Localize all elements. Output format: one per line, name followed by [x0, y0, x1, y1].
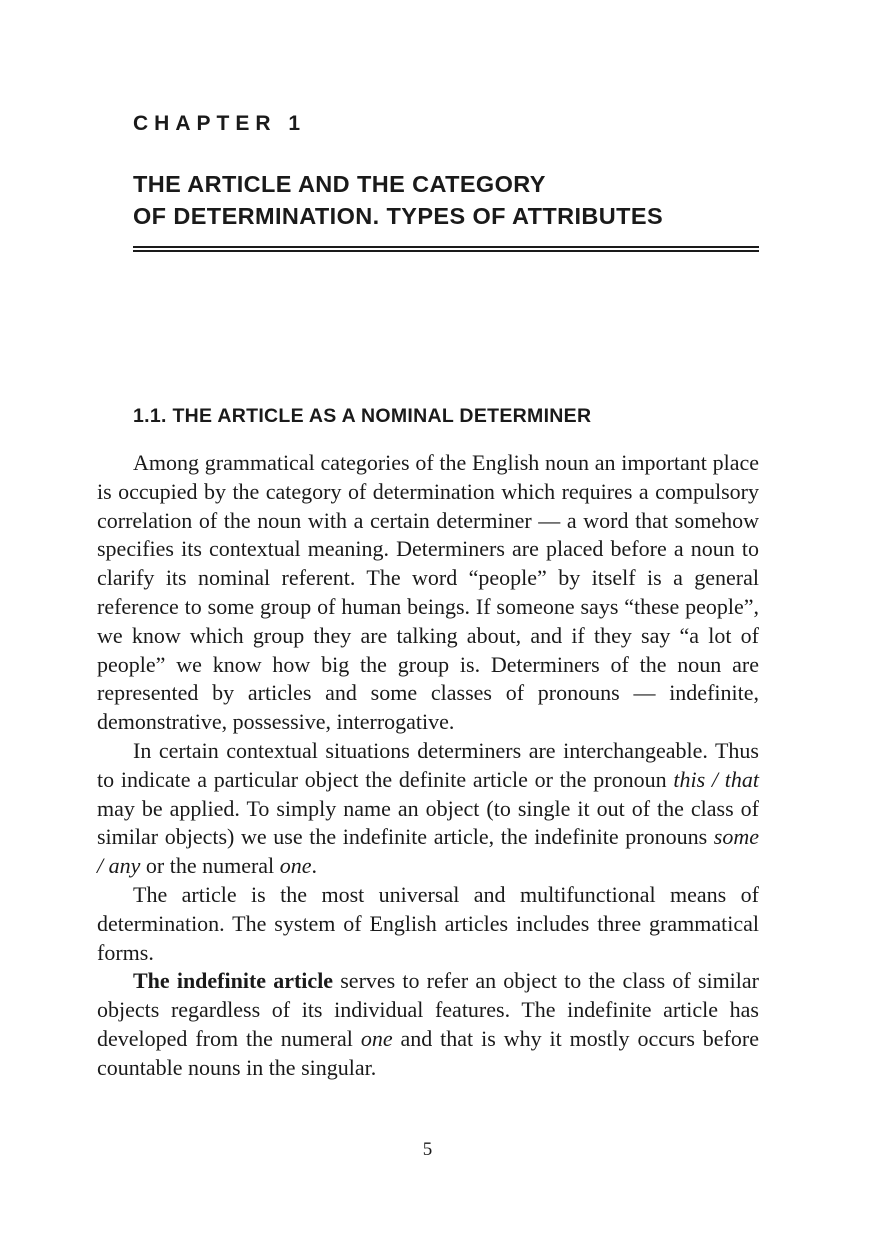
paragraph-2 — [97, 737, 759, 881]
chapter-title-line-1: THE ARTICLE AND THE CATEGORY — [133, 171, 546, 197]
page-number: 5 — [422, 1139, 433, 1160]
bold-term-indefinite-article: The indefinite article — [133, 968, 334, 994]
chapter-title — [133, 168, 773, 232]
paragraph-2-text: may be applied. To simply name an object (to single it out of the class of similar objects) we use the indefinite article, the indefinite pronouns — [97, 795, 759, 850]
body-text — [97, 449, 759, 1083]
paragraph-2-text: . — [311, 853, 317, 879]
paragraph-2-text: In certain contextual situations determiners are interchangeable. Thus to indicate a particular object the definite article or the pronoun — [97, 737, 759, 792]
paragraph-4 — [97, 967, 759, 1082]
italic-term-one: one — [279, 853, 312, 879]
paragraph-1: Among grammatical categories of the English noun an important place is occupied by the category of determination which requires a compulsory correlation of the noun with a certain determiner — a word that somehow specifies its contextual meaning. Determiners are placed before a noun to clarify its nominal referent. The word “people” by itself is a general reference to some group of human beings. If someone says “these people”, we know which group they are talking about, and if they say “a lot of people” we know how big the group is. Determiners of the noun are represented by articles and some classes of pronouns — indefinite, demonstrative, possessive, interrogative. — [97, 450, 759, 735]
paragraph-3: The article is the most universal and multifunctional means of determination. The system of English articles includes three grammatical forms. — [97, 881, 759, 965]
double-rule-divider — [133, 246, 759, 252]
paragraph-2-text: or the numeral — [140, 853, 280, 879]
section-heading: 1.1. THE ARTICLE AS A NOMINAL DETERMINER — [133, 405, 592, 427]
italic-term-one: one — [360, 1025, 393, 1051]
italic-term-some-any: some / any — [97, 824, 759, 879]
paragraph-4-text: and that is why it mostly occurs before countable nouns in the singular. — [97, 1025, 759, 1080]
chapter-label: CHAPTER 1 — [133, 112, 307, 135]
chapter-title-line-2: OF DETERMINATION. TYPES OF ATTRIBUTES — [133, 203, 664, 229]
paragraph-4-text: serves to refer an object to the class of similar objects regardless of its individual features. The indefinite article has developed from the numeral — [97, 968, 759, 1051]
italic-term-this-that: this / that — [673, 766, 760, 792]
